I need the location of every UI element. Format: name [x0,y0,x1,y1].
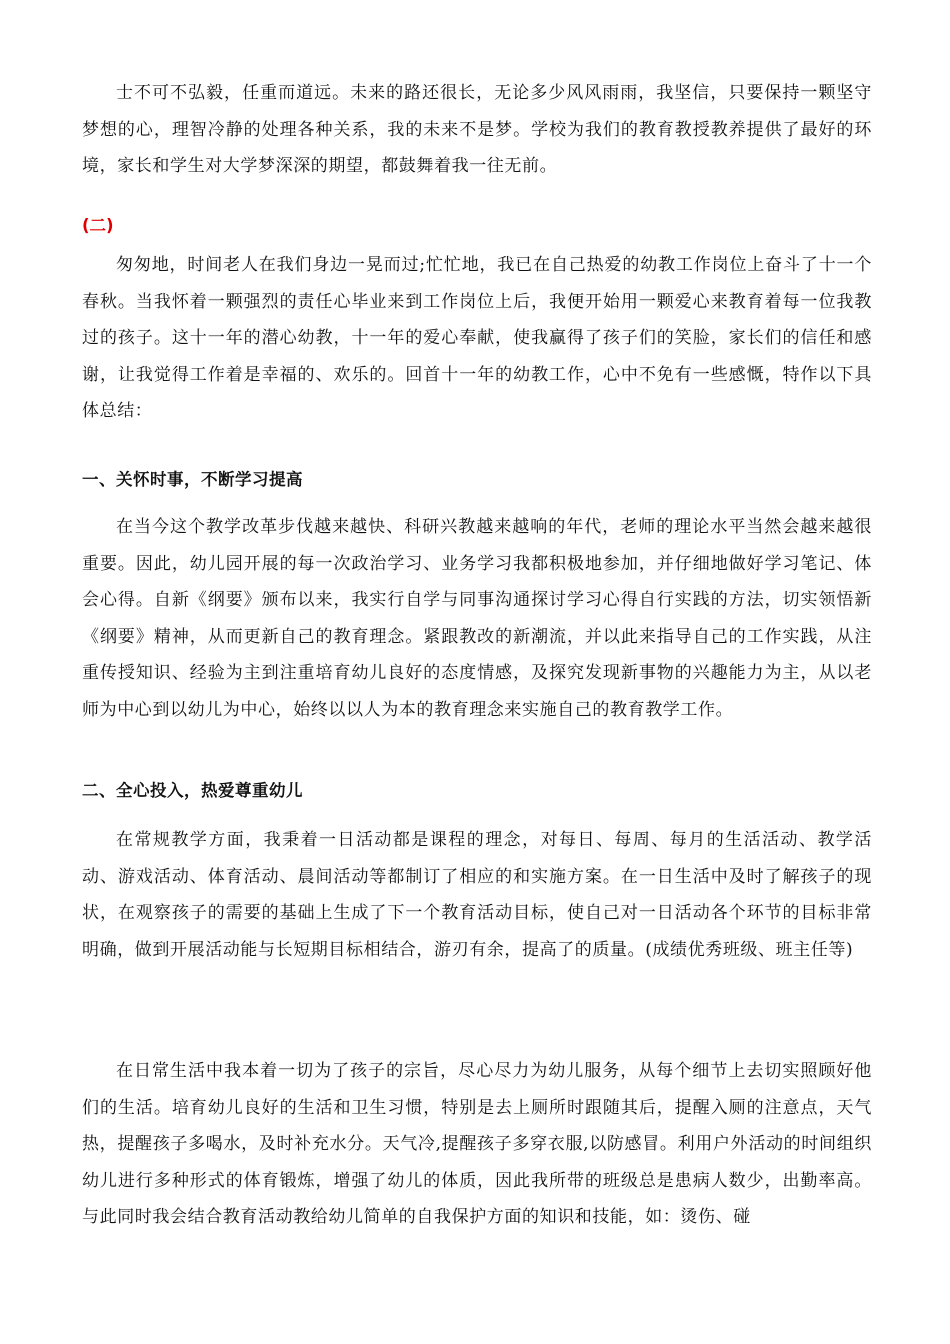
section-label: (二) [82,216,114,235]
paragraph-routine: 在常规教学方面，我秉着一日活动都是课程的理念，对每日、每周、每月的生活活动、教学活动、游戏活动、体育活动、晨间活动等都制订了相应的和实施方案。在一日生活中及时了解孩子的现状，在观察孩子的需要的基础上生成了下一个教育活动目标，使自己对一日活动各个环节的目标非常明确，做到开展活动能与长短期目标相结合，游刃有余，提高了的质量。(成绩优秀班级、班主任等) [82,830,872,960]
section-heading-2: 二、全心投入，热爱尊重幼儿 [82,781,303,800]
paragraph-study: 在当今这个教学改革步伐越来越快、科研兴教越来越响的年代，老师的理论水平当然会越来越很重要。因此，幼儿园开展的每一次政治学习、业务学习我都积极地参加，并仔细地做好学习笔记、体会心得。自新《纲要》颁布以来，我实行自学与同事沟通探讨学习心得自行实践的方法，切实领悟新《纲要》精神，从而更新自己的教育理念。紧跟教改的新潮流，并以此来指导自己的工作实践，从注重传授知识、经验为主到注重培育幼儿良好的态度情感，及探究发现新事物的兴趣能力为主，从以老师为中心到以幼儿为中心，始终以以人为本的教育理念来实施自己的教育教学工作。 [82,517,872,720]
paragraph-intro: 士不可不弘毅，任重而道远。未来的路还很长，无论多少风风雨雨，我坚信，只要保持一颗坚守梦想的心，理智冷静的处理各种关系，我的未来不是梦。学校为我们的教育教授教养提供了最好的环境，家长和学生对大学梦深深的期望，都鼓舞着我一往无前。 [82,83,872,176]
paragraph-opening: 匆匆地，时间老人在我们身边一晃而过;忙忙地，我已在自己热爱的幼教工作岗位上奋斗了十一个春秋。当我怀着一颗强烈的责任心毕业来到工作岗位上后，我便开始用一颗爱心来教育着每一位我教过的孩子。这十一年的潜心幼教，十一年的爱心奉献，使我赢得了孩子们的笑脸，家长们的信任和感谢，让我觉得工作着是幸福的、欢乐的。回首十一年的幼教工作，心中不免有一些感慨，特作以下具体总结： [82,255,872,421]
section-heading-1: 一、关怀时事，不断学习提高 [82,470,303,489]
paragraph-care: 在日常生活中我本着一切为了孩子的宗旨，尽心尽力为幼儿服务，从每个细节上去切实照顾好他们的生活。培育幼儿良好的生活和卫生习惯，特别是去上厕所时跟随其后，提醒入厕的注意点，天气热，提醒孩子多喝水，及时补充水分。天气冷,提醒孩子多穿衣服,以防感冒。利用户外活动的时间组织幼儿进行多种形式的体育锻炼，增强了幼儿的体质，因此我所带的班级总是患病人数少，出勤率高。与此同时我会结合教育活动教给幼儿简单的自我保护方面的知识和技能，如：烫伤、碰 [82,1061,872,1227]
